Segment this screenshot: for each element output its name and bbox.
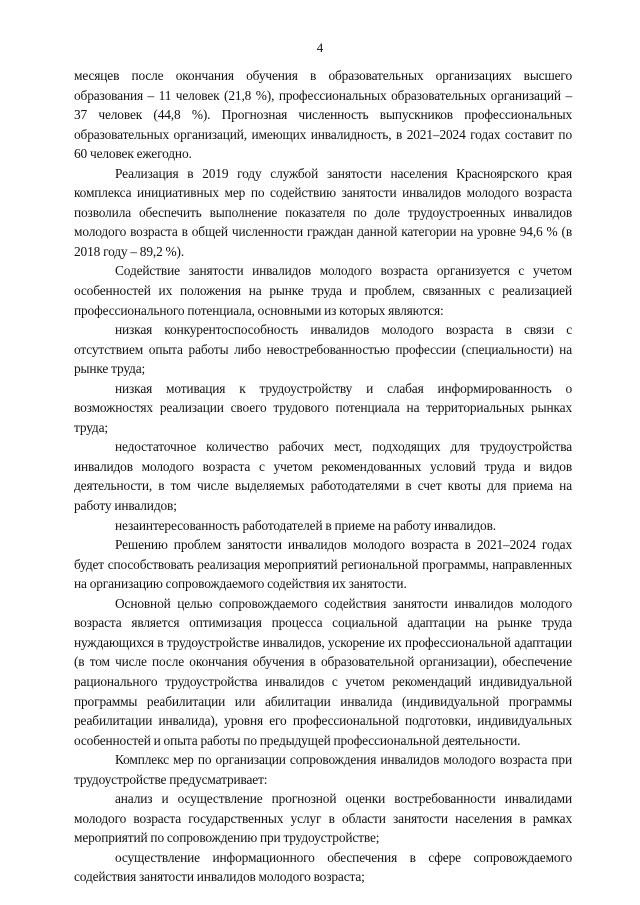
paragraph: Реализация в 2019 году службой занятости населения Красноярского края комплекса инициативных мер по содействию занятости инвалидов молодого возраста позволила обеспечить выполнение показателя по доле трудоустроенных инвалидов молодого возраста в общей численности граждан данной категории на уровне 94,6 % (в 2018 году – 89,2 %). xyxy=(74,165,572,259)
document-body xyxy=(74,66,572,887)
page-number: 4 xyxy=(316,40,324,55)
list-item: осуществление информационного обеспечения в сфере сопровождаемого содействия занятости инвалидов молодого возраста; xyxy=(74,849,572,885)
list-item: низкая конкурентоспособность инвалидов молодого возраста в связи с отсутствием опыта работы либо невостребованностью профессии (специальности) на рынке труда; xyxy=(74,322,572,377)
paragraph: Решению проблем занятости инвалидов молодого возраста в 2021–2024 годах будет способствовать реализация мероприятий региональной программы, направленных на организацию сопровождаемого содействия их занятости. xyxy=(74,537,572,592)
list-item: недостаточное количество рабочих мест, подходящих для трудоустройства инвалидов молодого возраста с учетом рекомендованных условий труда и видов деятельности, в том числе выделяемых работодателями в счет квоты для приема на работу инвалидов; xyxy=(74,439,572,514)
paragraph: Основной целью сопровождаемого содействия занятости инвалидов молодого возраста является оптимизация процесса социальной адаптации на рынке труда нуждающихся в трудоустройстве инвалидов, ускорение их профессиональной адаптации (в том числе после окончания обучения в образовательной организации), обеспечение рационального трудоустройства инвалидов с учетом рекомендаций индивидуальной программы реабилитации или абилитации инвалида (индивидуальной программы реабилитации инвалида), уровня его профессиональной подготовки, индивидуальных особенностей и опыта работы по предыдущей профессиональной деятельности. xyxy=(74,595,572,748)
paragraph-continuation: месяцев после окончания обучения в образовательных организациях высшего образования – 11 человек (21,8 %), профессиональных образовательных организаций – 37 человек (44,8 %). Прогнозная численность выпускников профессиональных образовательных организаций, имеющих инвалидность, в 2021–2024 годах составит по 60 человек ежегодно. xyxy=(74,68,572,162)
list-item: анализ и осуществление прогнозной оценки востребованности инвалидами молодого возраста государственных услуг в области занятости населения в рамках мероприятий по сопровождению при трудоустройстве; xyxy=(74,791,572,846)
paragraph: Содействие занятости инвалидов молодого возраста организуется с учетом особенностей их положения на рынке труда и проблем, связанных с реализацией профессионального потенциала, основными из которых являются: xyxy=(74,263,572,318)
list-item: незаинтересованность работодателей в приеме на работу инвалидов. xyxy=(115,517,496,533)
paragraph: Комплекс мер по организации сопровождения инвалидов молодого возраста при трудоустройстве предусматривает: xyxy=(74,752,572,787)
list-item: низкая мотивация к трудоустройству и слабая информированность о возможностях реализации своего трудового потенциала на территориальных рынках труда; xyxy=(74,380,572,435)
